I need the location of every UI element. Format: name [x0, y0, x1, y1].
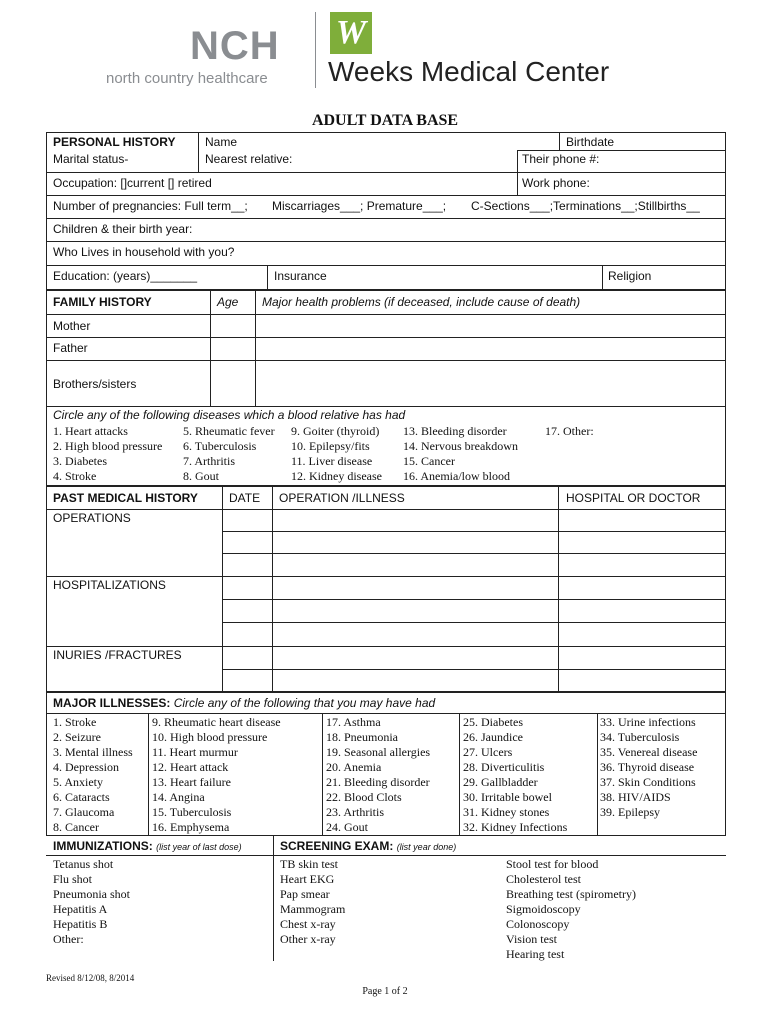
major-illnesses-heading: MAJOR ILLNESSES:	[53, 696, 171, 710]
list-item: 31. Kidney stones	[463, 805, 550, 819]
list-item: 13. Heart failure	[152, 775, 231, 789]
list-item: 21. Bleeding disorder	[326, 775, 430, 789]
major-illnesses-heading-row	[53, 696, 435, 710]
list-item: 3. Mental illness	[53, 745, 133, 759]
household-label: Who Lives in household with you?	[53, 245, 235, 259]
immunizations-instruction: (list year of last dose)	[156, 842, 242, 852]
family-disease-col3	[291, 424, 382, 484]
personal-history-heading: PERSONAL HISTORY	[53, 135, 176, 149]
list-item: 26. Jaundice	[463, 730, 523, 744]
list-item: Mammogram	[280, 902, 346, 916]
list-item: 36. Thyroid disease	[600, 760, 695, 774]
c-sections-label: C-Sections___;Terminations__;Stillbirths__	[471, 199, 700, 213]
nch-logo	[100, 6, 305, 94]
list-item: 9. Goiter (thyroid)	[291, 424, 380, 438]
logo-divider	[315, 12, 316, 88]
list-item: 15. Cancer	[403, 454, 455, 468]
list-item: 1. Stroke	[53, 715, 97, 729]
list-item: 27. Ulcers	[463, 745, 513, 759]
list-item: 9. Rheumatic heart disease	[152, 715, 281, 729]
list-item: 6. Cataracts	[53, 790, 110, 804]
family-history-heading: FAMILY HISTORY	[53, 295, 152, 309]
immunizations-heading: IMMUNIZATIONS:	[53, 839, 153, 853]
list-item: Sigmoidoscopy	[506, 902, 581, 916]
list-item: 8. Gout	[183, 469, 219, 483]
major-illness-col3	[326, 715, 430, 835]
list-item: 22. Blood Clots	[326, 790, 402, 804]
list-item: 28. Diverticulitis	[463, 760, 545, 774]
date-header: DATE	[229, 491, 261, 505]
operation-illness-header: OPERATION /ILLNESS	[279, 491, 405, 505]
list-item: 32. Kidney Infections	[463, 820, 568, 834]
list-item: 34. Tuberculosis	[600, 730, 680, 744]
list-item: 37. Skin Conditions	[600, 775, 696, 789]
list-item: Pap smear	[280, 887, 330, 901]
list-item: Colonoscopy	[506, 917, 570, 931]
list-item: 29. Gallbladder	[463, 775, 538, 789]
list-item: 10. Epilepsy/fits	[291, 439, 370, 453]
list-item: Breathing test (spirometry)	[506, 887, 636, 901]
miscarriages-label: Miscarriages___; Premature___;	[272, 199, 447, 213]
major-illness-col5	[600, 715, 697, 820]
immunizations-list	[53, 857, 130, 947]
screening-instruction: (list year done)	[396, 842, 457, 852]
revised-date: Revised 8/12/08, 8/2014	[46, 973, 135, 983]
list-item: 7. Arthritis	[183, 454, 236, 468]
list-item: 4. Depression	[53, 760, 119, 774]
injuries-label: INURIES /FRACTURES	[53, 648, 182, 662]
list-item: 17. Other:	[545, 424, 594, 438]
list-item: Hepatitis B	[53, 917, 108, 931]
major-illness-col1	[53, 715, 133, 835]
list-item: Tetanus shot	[53, 857, 114, 871]
list-item: 23. Arthritis	[326, 805, 385, 819]
major-illnesses-instruction: Circle any of the following that you may have had	[173, 696, 436, 710]
father-label: Father	[53, 341, 88, 355]
list-item: 30. Irritable bowel	[463, 790, 552, 804]
list-item: Pneumonia shot	[53, 887, 130, 901]
past-medical-history-heading: PAST MEDICAL HISTORY	[53, 491, 198, 505]
hospitalizations-label: HOSPITALIZATIONS	[53, 578, 166, 592]
weeks-logo-text: Weeks Medical Center	[328, 56, 610, 87]
siblings-label: Brothers/sisters	[53, 377, 137, 391]
health-problems-header: Major health problems (if deceased, include cause of death)	[262, 295, 581, 309]
list-item: Chest x-ray	[280, 917, 336, 931]
major-illness-col2	[152, 715, 281, 835]
children-label: Children & their birth year:	[53, 222, 193, 236]
list-item: 33. Urine infections	[600, 715, 696, 729]
list-item: 16. Anemia/low blood	[403, 469, 510, 483]
list-item: 24. Gout	[326, 820, 368, 834]
list-item: Flu shot	[53, 872, 93, 886]
list-item: 7. Glaucoma	[53, 805, 115, 819]
their-phone-label: Their phone #:	[522, 152, 600, 166]
list-item: 12. Kidney disease	[291, 469, 382, 483]
list-item: 1. Heart attacks	[53, 424, 128, 438]
list-item: 25. Diabetes	[463, 715, 523, 729]
page-title: ADULT DATA BASE	[311, 112, 459, 129]
birthdate-label: Birthdate	[566, 135, 615, 149]
list-item: 5. Rheumatic fever	[183, 424, 275, 438]
nch-logo-mark: NCH	[190, 24, 280, 68]
operations-label: OPERATIONS	[53, 511, 131, 525]
list-item: 2. High blood pressure	[53, 439, 163, 453]
list-item: 2. Seizure	[53, 730, 101, 744]
list-item: Heart EKG	[280, 872, 335, 886]
education-label: Education: (years)_______	[53, 269, 198, 283]
family-disease-col2	[183, 424, 275, 484]
immunizations-heading-row	[53, 839, 242, 853]
list-item: 12. Heart attack	[152, 760, 229, 774]
work-phone-label: Work phone:	[522, 176, 590, 190]
list-item: 35. Venereal disease	[600, 745, 698, 759]
list-item: Vision test	[506, 932, 557, 946]
list-item: 13. Bleeding disorder	[403, 424, 507, 438]
list-item: 18. Pneumonia	[326, 730, 398, 744]
list-item: Cholesterol test	[506, 872, 581, 886]
list-item: Hearing test	[506, 947, 565, 961]
list-item: Hepatitis A	[53, 902, 108, 916]
list-item: 19. Seasonal allergies	[326, 745, 431, 759]
family-disease-col4	[403, 424, 518, 484]
nearest-relative-label: Nearest relative:	[205, 152, 293, 166]
family-disease-col5	[545, 424, 594, 439]
nch-logo-subtitle: north country healthcare	[106, 70, 268, 87]
religion-label: Religion	[608, 269, 652, 283]
pregnancies-label: Number of pregnancies: Full term__;	[53, 199, 248, 213]
list-item: 39. Epilepsy	[600, 805, 660, 819]
mother-label: Mother	[53, 319, 91, 333]
screening-heading-row	[280, 839, 456, 853]
screening-list-col2	[506, 857, 636, 962]
list-item: 3. Diabetes	[53, 454, 107, 468]
list-item: 8. Cancer	[53, 820, 99, 834]
circle-diseases-instruction: Circle any of the following diseases which a blood relative has had	[53, 408, 406, 422]
list-item: 10. High blood pressure	[152, 730, 268, 744]
list-item: Stool test for blood	[506, 857, 599, 871]
list-item: 5. Anxiety	[53, 775, 103, 789]
page-number: Page 1 of 2	[362, 986, 408, 997]
weeks-logo-mark	[330, 12, 372, 54]
list-item: 38. HIV/AIDS	[600, 790, 671, 804]
list-item: 14. Angina	[152, 790, 205, 804]
list-item: 17. Asthma	[326, 715, 381, 729]
marital-status-label: Marital status-	[53, 152, 129, 166]
major-illness-col4	[463, 715, 567, 835]
hospital-doctor-header: HOSPITAL OR DOCTOR	[566, 491, 701, 505]
header-logo-area	[100, 6, 680, 94]
occupation-label: Occupation: []current [] retired	[53, 176, 212, 190]
weeks-logo-w: W	[335, 14, 367, 51]
screening-list-col1	[280, 857, 345, 947]
list-item: Other:	[53, 932, 84, 946]
list-item: TB skin test	[280, 857, 339, 871]
list-item: 20. Anemia	[326, 760, 382, 774]
screening-heading: SCREENING EXAM:	[280, 839, 394, 853]
list-item: 15. Tuberculosis	[152, 805, 232, 819]
list-item: 6. Tuberculosis	[183, 439, 257, 453]
list-item: 4. Stroke	[53, 469, 97, 483]
list-item: 14. Nervous breakdown	[403, 439, 518, 453]
list-item: 11. Liver disease	[291, 454, 373, 468]
name-label: Name	[205, 135, 238, 149]
list-item: 16. Emphysema	[152, 820, 230, 834]
list-item: Other x-ray	[280, 932, 336, 946]
list-item: 11. Heart murmur	[152, 745, 238, 759]
family-disease-col1	[53, 424, 162, 484]
age-header: Age	[217, 295, 239, 309]
insurance-label: Insurance	[274, 269, 327, 283]
